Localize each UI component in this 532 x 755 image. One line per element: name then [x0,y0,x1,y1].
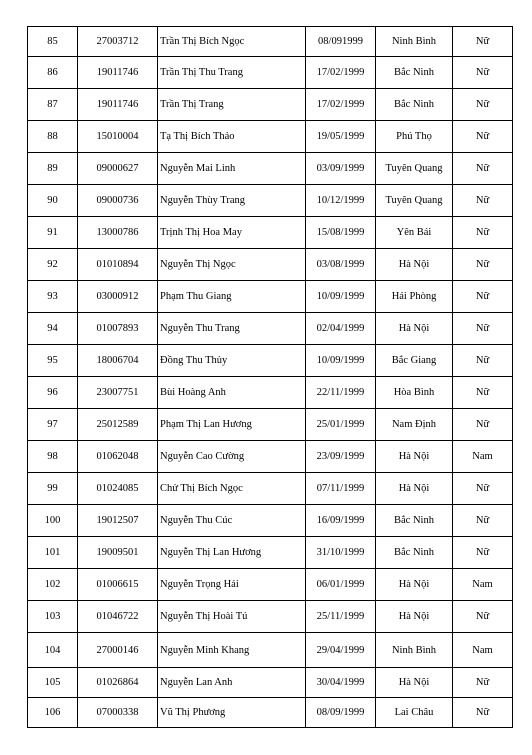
cell-no: 97 [28,409,78,441]
cell-no: 103 [28,601,78,633]
table-row [28,473,513,505]
cell-gender: Nữ [453,377,513,409]
cell-place: Hà Nội [376,313,453,345]
cell-no: 98 [28,441,78,473]
cell-name: Nguyễn Thị Lan Hương [158,537,306,569]
cell-dob: 08/091999 [306,27,376,57]
cell-name: Nguyễn Mai Linh [158,153,306,185]
cell-dob: 22/11/1999 [306,377,376,409]
cell-id: 27003712 [78,27,158,57]
cell-id: 19012507 [78,505,158,537]
table-row [28,345,513,377]
cell-dob: 31/10/1999 [306,537,376,569]
cell-name: Nguyễn Lan Anh [158,668,306,698]
cell-name: Trần Thị Bích Ngọc [158,27,306,57]
cell-place: Tuyên Quang [376,153,453,185]
cell-place: Hà Nội [376,668,453,698]
cell-place: Hà Nội [376,473,453,505]
cell-no: 104 [28,633,78,668]
cell-gender: Nữ [453,505,513,537]
cell-name: Chử Thị Bích Ngọc [158,473,306,505]
cell-id: 13000786 [78,217,158,249]
cell-dob: 29/04/1999 [306,633,376,668]
cell-id: 01006615 [78,569,158,601]
cell-dob: 10/12/1999 [306,185,376,217]
cell-place: Hà Nội [376,441,453,473]
table-row [28,409,513,441]
cell-place: Ninh Bình [376,633,453,668]
cell-name: Phạm Thị Lan Hương [158,409,306,441]
cell-id: 18006704 [78,345,158,377]
cell-dob: 30/04/1999 [306,668,376,698]
cell-name: Bùi Hoàng Anh [158,377,306,409]
table-row [28,698,513,728]
cell-dob: 02/04/1999 [306,313,376,345]
cell-no: 86 [28,57,78,89]
cell-id: 01026864 [78,668,158,698]
table-row [28,569,513,601]
cell-dob: 17/02/1999 [306,89,376,121]
cell-gender: Nữ [453,249,513,281]
cell-id: 03000912 [78,281,158,313]
cell-gender: Nữ [453,281,513,313]
table-row [28,249,513,281]
cell-no: 89 [28,153,78,185]
cell-id: 15010004 [78,121,158,153]
cell-id: 01024085 [78,473,158,505]
cell-no: 106 [28,698,78,728]
cell-place: Hà Nội [376,569,453,601]
cell-gender: Nữ [453,153,513,185]
cell-dob: 23/09/1999 [306,441,376,473]
cell-no: 91 [28,217,78,249]
cell-place: Lai Châu [376,698,453,728]
cell-id: 09000627 [78,153,158,185]
cell-id: 01007893 [78,313,158,345]
cell-dob: 08/09/1999 [306,698,376,728]
cell-place: Hà Nội [376,601,453,633]
cell-name: Trần Thị Trang [158,89,306,121]
cell-gender: Nữ [453,345,513,377]
cell-id: 19011746 [78,89,158,121]
cell-name: Nguyễn Trọng Hải [158,569,306,601]
cell-dob: 15/08/1999 [306,217,376,249]
cell-no: 95 [28,345,78,377]
cell-dob: 07/11/1999 [306,473,376,505]
cell-dob: 25/01/1999 [306,409,376,441]
table-row [28,185,513,217]
cell-no: 87 [28,89,78,121]
cell-dob: 06/01/1999 [306,569,376,601]
cell-gender: Nữ [453,537,513,569]
cell-gender: Nữ [453,89,513,121]
cell-id: 19009501 [78,537,158,569]
table-row [28,601,513,633]
cell-gender: Nữ [453,473,513,505]
table-row [28,121,513,153]
table-row [28,217,513,249]
table-row [28,89,513,121]
cell-place: Ninh Bình [376,27,453,57]
cell-name: Nguyễn Thị Ngọc [158,249,306,281]
table-row [28,537,513,569]
cell-gender: Nữ [453,121,513,153]
cell-id: 07000338 [78,698,158,728]
cell-name: Đồng Thu Thủy [158,345,306,377]
cell-name: Vũ Thị Phương [158,698,306,728]
cell-no: 92 [28,249,78,281]
cell-dob: 25/11/1999 [306,601,376,633]
table-row [28,377,513,409]
cell-gender: Nữ [453,409,513,441]
cell-place: Hải Phòng [376,281,453,313]
cell-place: Bắc Ninh [376,89,453,121]
cell-place: Bắc Ninh [376,505,453,537]
cell-place: Bắc Ninh [376,57,453,89]
cell-no: 88 [28,121,78,153]
cell-name: Nguyễn Minh Khang [158,633,306,668]
cell-no: 85 [28,27,78,57]
cell-name: Nguyễn Thu Trang [158,313,306,345]
table-row [28,668,513,698]
table-row [28,57,513,89]
cell-no: 101 [28,537,78,569]
cell-no: 93 [28,281,78,313]
cell-gender: Nam [453,633,513,668]
cell-no: 90 [28,185,78,217]
cell-gender: Nam [453,441,513,473]
cell-gender: Nữ [453,27,513,57]
cell-no: 100 [28,505,78,537]
cell-id: 09000736 [78,185,158,217]
cell-place: Bắc Giang [376,345,453,377]
cell-gender: Nữ [453,185,513,217]
cell-name: Nguyễn Cao Cường [158,441,306,473]
cell-name: Nguyễn Thùy Trang [158,185,306,217]
cell-name: Nguyễn Thị Hoài Tú [158,601,306,633]
cell-gender: Nữ [453,57,513,89]
cell-dob: 03/08/1999 [306,249,376,281]
cell-place: Bắc Ninh [376,537,453,569]
cell-id: 01062048 [78,441,158,473]
cell-gender: Nữ [453,668,513,698]
cell-id: 25012589 [78,409,158,441]
table-row [28,153,513,185]
cell-gender: Nữ [453,217,513,249]
table-body [28,27,513,728]
table-row [28,281,513,313]
cell-no: 105 [28,668,78,698]
cell-id: 19011746 [78,57,158,89]
table-row [28,313,513,345]
cell-gender: Nữ [453,698,513,728]
cell-no: 96 [28,377,78,409]
table-row [28,505,513,537]
cell-no: 99 [28,473,78,505]
table-row [28,633,513,668]
cell-name: Phạm Thu Giang [158,281,306,313]
cell-place: Hòa Bình [376,377,453,409]
cell-dob: 16/09/1999 [306,505,376,537]
table-row [28,27,513,57]
cell-name: Trần Thị Thu Trang [158,57,306,89]
cell-name: Nguyễn Thu Cúc [158,505,306,537]
cell-place: Yên Bái [376,217,453,249]
cell-dob: 03/09/1999 [306,153,376,185]
cell-gender: Nữ [453,313,513,345]
student-table [27,26,513,728]
cell-name: Tạ Thị Bích Thảo [158,121,306,153]
cell-dob: 17/02/1999 [306,57,376,89]
cell-id: 23007751 [78,377,158,409]
cell-no: 102 [28,569,78,601]
cell-dob: 10/09/1999 [306,345,376,377]
cell-place: Nam Định [376,409,453,441]
cell-name: Trịnh Thị Hoa May [158,217,306,249]
cell-no: 94 [28,313,78,345]
cell-place: Phú Thọ [376,121,453,153]
table-row [28,441,513,473]
cell-id: 27000146 [78,633,158,668]
cell-place: Tuyên Quang [376,185,453,217]
cell-dob: 19/05/1999 [306,121,376,153]
cell-place: Hà Nội [376,249,453,281]
cell-id: 01046722 [78,601,158,633]
cell-dob: 10/09/1999 [306,281,376,313]
cell-gender: Nữ [453,601,513,633]
cell-id: 01010894 [78,249,158,281]
cell-gender: Nam [453,569,513,601]
